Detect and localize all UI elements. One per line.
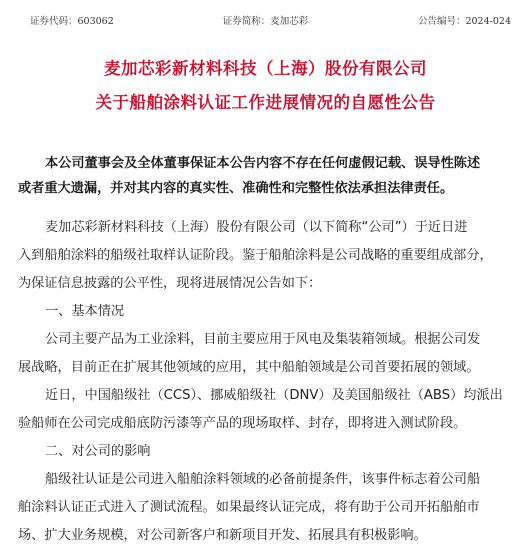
announcement-number: 公告编号：2024-024	[417, 16, 511, 27]
section-heading: 一、基本情况	[45, 304, 125, 319]
intro-line: 为保证信息披露的公平性，现将进展情况公告如下：	[18, 276, 322, 291]
intro-line: 入到船舶涂料的船级社取样认证阶段。鉴于船舶涂料是公司战略的重要组成部分，	[18, 248, 493, 263]
stock-name: 证券简称：麦加芯彩	[222, 16, 309, 27]
disclaimer-line: 或者重大遗漏，并对其内容的真实性、准确性和完整性依法承担法律责任。	[18, 181, 454, 196]
intro-line: 麦加芯彩新材料科技（上海）股份有限公司（以下简称“公司”）于近日进	[45, 220, 468, 235]
paragraph-line: 验船师在公司完成船底防污漆等产品的现场取样、封存，即将进入测试阶段。	[18, 416, 467, 431]
disclaimer-line: 本公司董事会及全体董事保证本公告内容不存在任何虚假记载、误导性陈述	[45, 156, 481, 171]
paragraph-line: 船级社认证是公司进入船舶涂料领域的必备前提条件，该事件标志着公司船	[45, 472, 481, 487]
page-header	[0, 0, 531, 34]
paragraph-line: 舶涂料认证正式进入了测试流程。如果最终认证完成，将有助于公司开拓船舶市	[18, 500, 480, 515]
paragraph-line: 展战略，目前正在扩展其他领域的应用，其中船舶领域是公司首要拓展的领域。	[18, 360, 480, 375]
section-heading: 二、对公司的影响	[45, 444, 151, 459]
paragraph-line: 场、扩大业务规模，对公司新客户和新项目开发、拓展具有积极影响。	[18, 528, 427, 543]
stock-code: 证券代码：603062	[30, 16, 114, 27]
announcement-title: 关于船舶涂料认证工作进展情况的自愿性公告	[95, 93, 436, 112]
paragraph-line: 近日，中国船级社（CCS）、挪威船级社（DNV）及美国船级社（ABS）均派出	[45, 388, 503, 403]
paragraph-line: 公司主要产品为工业涂料，目前主要应用于风电及集装箱领域。根据公司发	[45, 332, 481, 347]
company-title: 麦加芯彩新材料科技（上海）股份有限公司	[104, 59, 427, 78]
